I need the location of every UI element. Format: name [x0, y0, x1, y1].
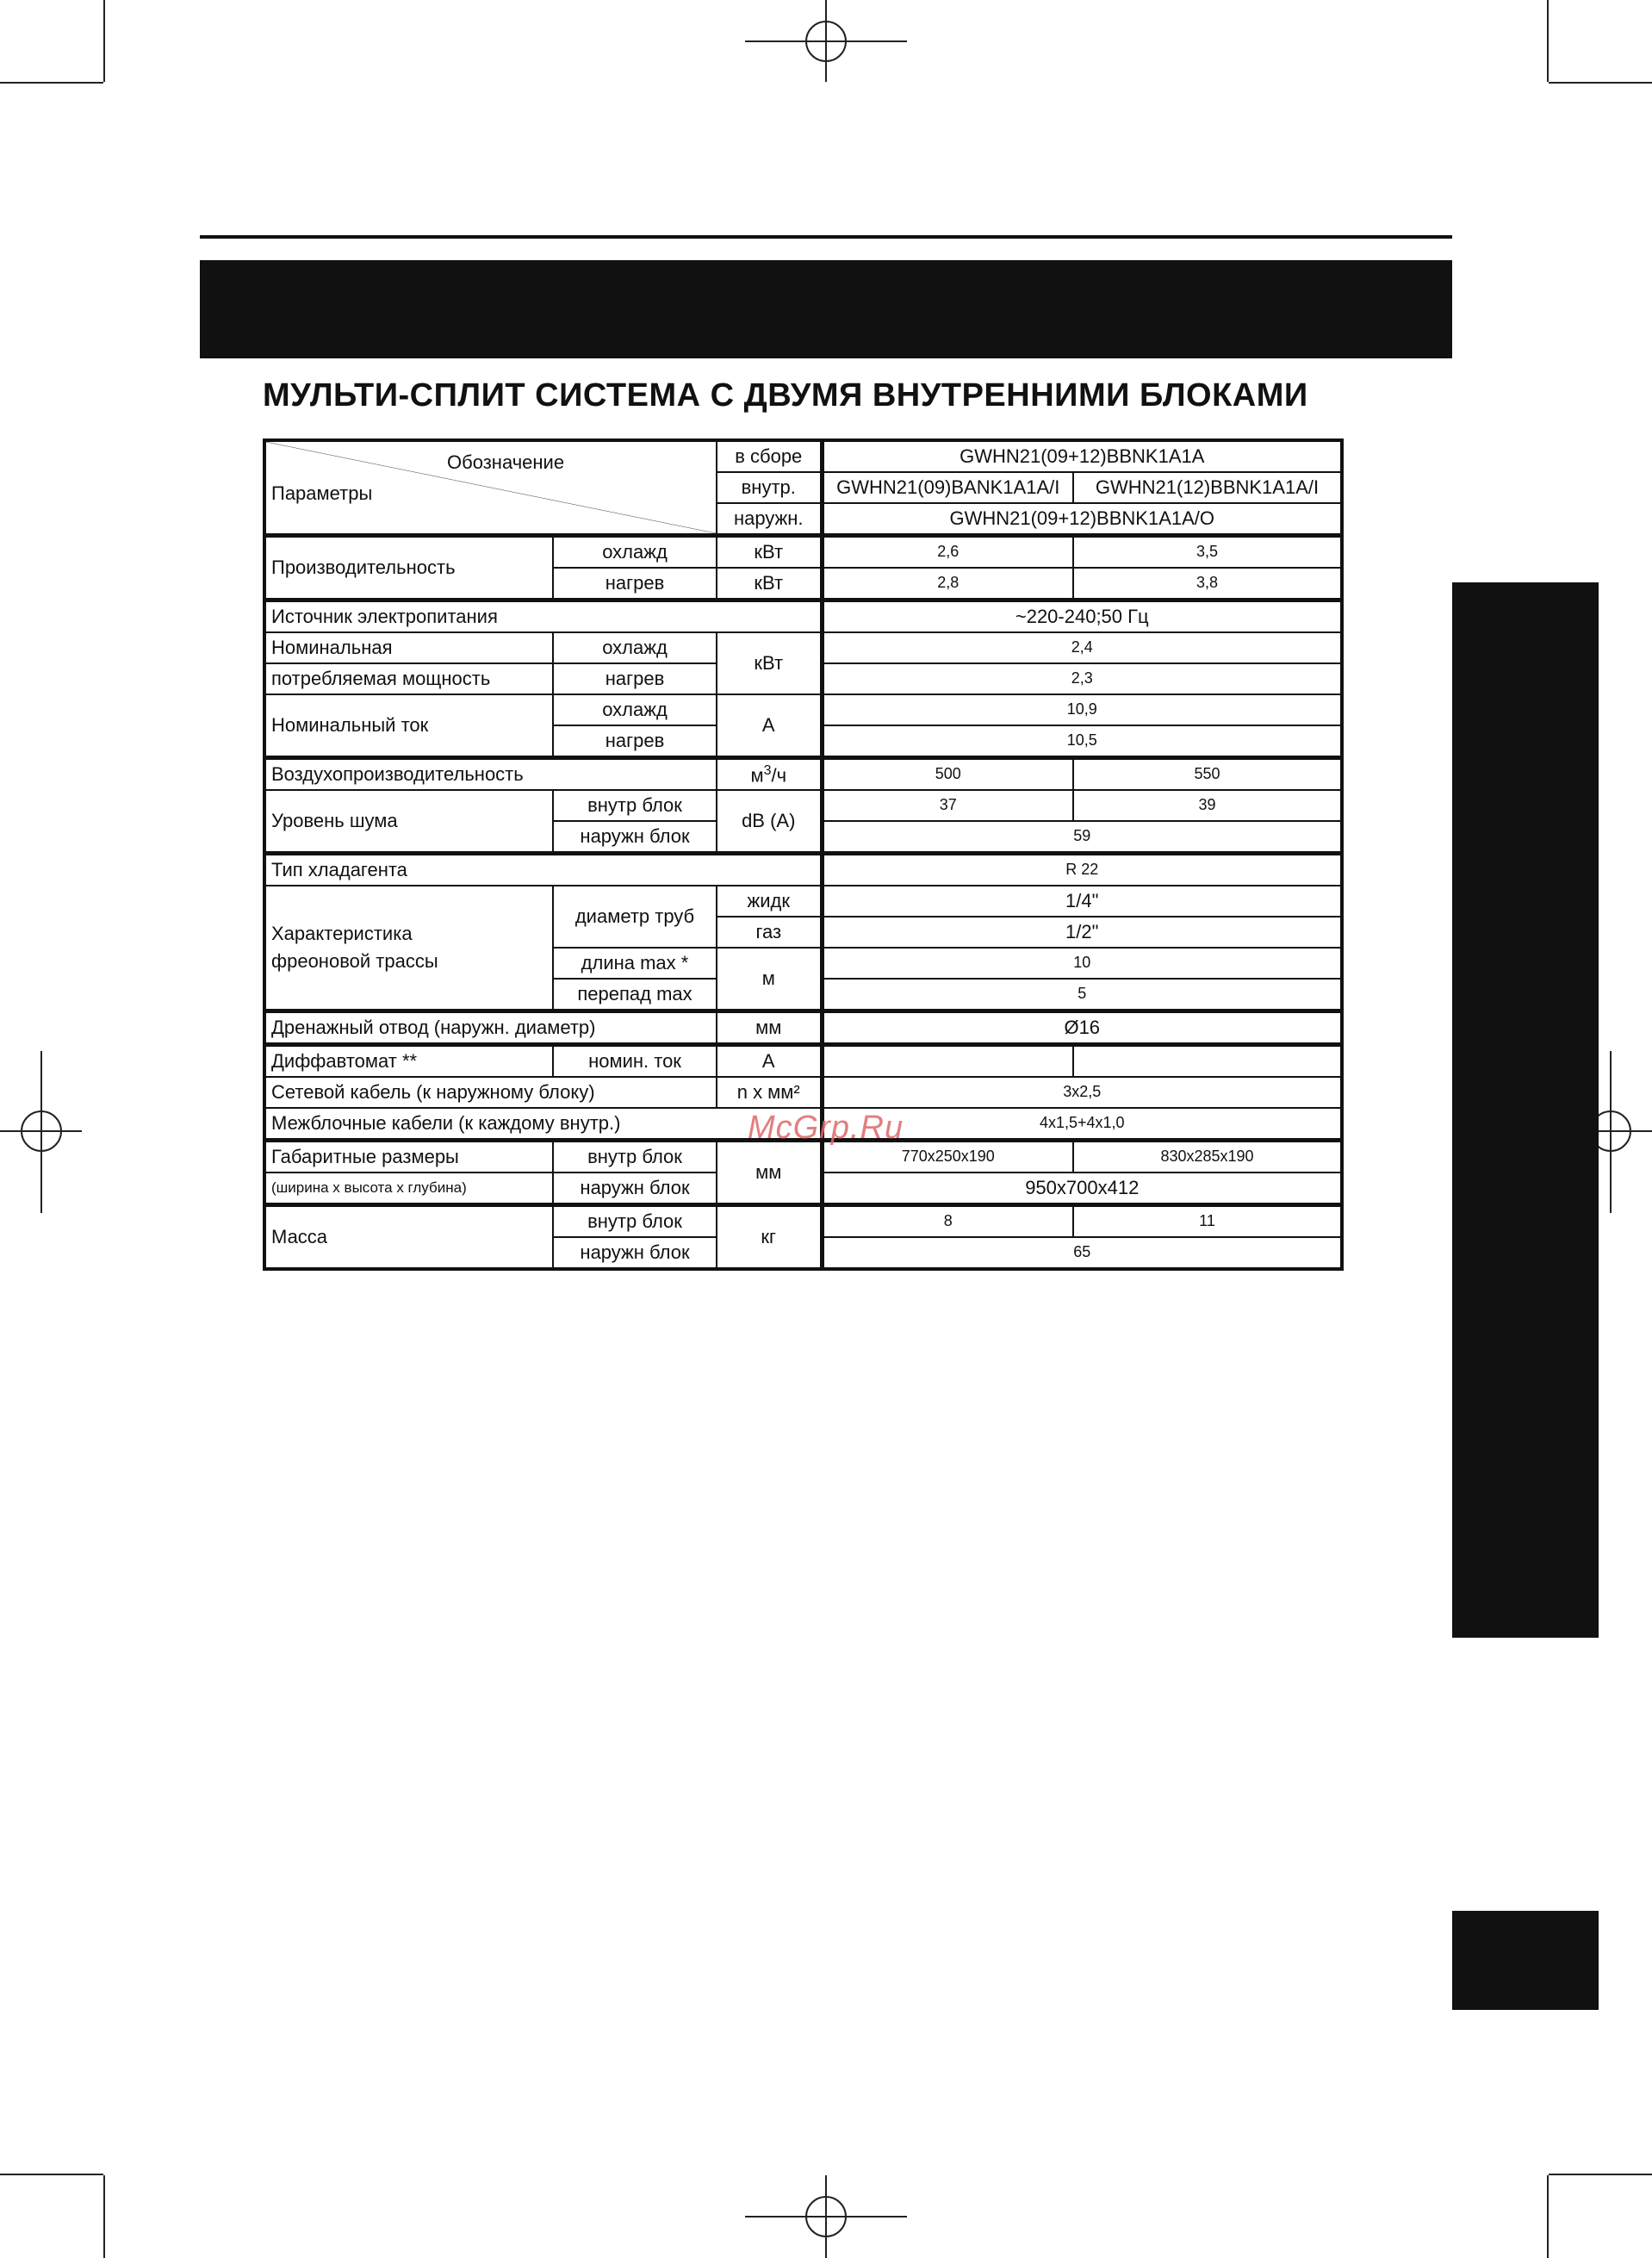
noise-unit: dB (A) — [717, 790, 822, 854]
header-diagonal-cell — [264, 440, 717, 536]
assembly-outer-label: наружн. — [717, 503, 822, 536]
current-cool-value: 10,9 — [822, 694, 1342, 725]
pipe-height-value: 5 — [822, 979, 1342, 1011]
cable-label: Сетевой кабель (к наружному блоку) — [264, 1077, 717, 1108]
dimensions-unit: мм — [717, 1141, 822, 1205]
drain-label: Дренажный отвод (наружн. диаметр) — [264, 1011, 717, 1045]
model-set: GWHN21(09+12)BBNK1A1A — [822, 440, 1342, 472]
header-band — [200, 260, 1452, 358]
mass-indoor-2: 11 — [1073, 1205, 1342, 1238]
parameters-label: Параметры — [271, 482, 373, 504]
dimensions-label: Габаритные размеры — [264, 1141, 553, 1173]
power-heat-label: нагрев — [553, 663, 717, 694]
noise-outdoor-label: наружн блок — [553, 821, 717, 854]
capacity-heat-2: 3,8 — [1073, 568, 1342, 600]
noise-outdoor-value: 59 — [822, 821, 1342, 854]
refrigerant-value: R 22 — [822, 854, 1342, 886]
dimensions-sublabel: (ширина x высота x глубина) — [264, 1173, 553, 1205]
capacity-cool-label: охлажд — [553, 536, 717, 569]
watermark: McGrp.Ru — [748, 1110, 904, 1146]
breaker-sub-label: номин. ток — [553, 1045, 717, 1078]
airflow-value-2: 550 — [1073, 758, 1342, 791]
dimensions-indoor-1: 770x250x190 — [822, 1141, 1073, 1173]
power-unit: кВт — [717, 632, 822, 694]
capacity-label: Производительность — [264, 536, 553, 600]
dimensions-outdoor-label: наружн блок — [553, 1173, 717, 1205]
model-indoor-1: GWHN21(09)BANK1A1A/I — [822, 472, 1073, 503]
pipe-length-label: длина max * — [553, 948, 717, 979]
cable-value: 3x2,5 — [822, 1077, 1342, 1108]
drain-unit: мм — [717, 1011, 822, 1045]
dimensions-outdoor-value: 950x700x412 — [822, 1173, 1342, 1205]
page-title: МУЛЬТИ-СПЛИТ СИСТЕМА С ДВУМЯ ВНУТРЕННИМИ БЛОКАМИ — [263, 377, 1308, 414]
current-unit: А — [717, 694, 822, 758]
airflow-unit: $м^3/ч$ — [717, 758, 822, 791]
pipe-gas-value: 1/2" — [822, 917, 1342, 948]
pipe-unit: м — [717, 948, 822, 1011]
power-label-2: потребляемая мощность — [264, 663, 553, 694]
power-heat-value: 2,3 — [822, 663, 1342, 694]
current-label: Номинальный ток — [264, 694, 553, 758]
capacity-cool-2: 3,5 — [1073, 536, 1342, 569]
intercable-value: 4x1,5+4x1,0 — [822, 1108, 1342, 1141]
assembly-inner-label: внутр. — [717, 472, 822, 503]
pipe-liquid-value: 1/4" — [822, 886, 1342, 917]
mass-label: Масса — [264, 1205, 553, 1270]
dimensions-indoor-label: внутр блок — [553, 1141, 717, 1173]
power-cool-label: охлажд — [553, 632, 717, 663]
mass-indoor-label: внутр блок — [553, 1205, 717, 1238]
breaker-label: Диффавтомат ** — [264, 1045, 553, 1078]
capacity-cool-unit: кВт — [717, 536, 822, 569]
noise-label: Уровень шума — [264, 790, 553, 854]
mass-outdoor-label: наружн блок — [553, 1237, 717, 1269]
designation-label: Обозначение — [447, 451, 565, 473]
power-source-label: Источник электропитания — [264, 600, 822, 633]
model-outdoor: GWHN21(09+12)BBNK1A1A/O — [822, 503, 1342, 536]
refrigerant-label: Тип хладагента — [264, 854, 822, 886]
power-label-1: Номинальная — [264, 632, 553, 663]
airflow-value-1: 500 — [822, 758, 1073, 791]
current-cool-label: охлажд — [553, 694, 717, 725]
capacity-heat-1: 2,8 — [822, 568, 1073, 600]
capacity-heat-unit: кВт — [717, 568, 822, 600]
power-source-value: ~220-240;50 Гц — [822, 600, 1342, 633]
mass-unit: кг — [717, 1205, 822, 1270]
cable-unit: n x мм² — [717, 1077, 822, 1108]
mass-indoor-1: 8 — [822, 1205, 1073, 1238]
noise-indoor-label: внутр блок — [553, 790, 717, 821]
capacity-cool-1: 2,6 — [822, 536, 1073, 569]
breaker-unit: А — [717, 1045, 822, 1078]
side-tab — [1452, 582, 1599, 1638]
pipes-label: Характеристика фреоновой трассы — [264, 886, 553, 1011]
airflow-label: Воздухопроизводительность — [264, 758, 717, 791]
drain-value: Ø16 — [822, 1011, 1342, 1045]
intercable-label: Межблочные кабели (к каждому внутр.) — [264, 1108, 822, 1141]
breaker-value-1 — [822, 1045, 1073, 1078]
pipe-gas-label: газ — [717, 917, 822, 948]
pipe-height-label: перепад max — [553, 979, 717, 1011]
current-heat-value: 10,5 — [822, 725, 1342, 758]
top-rule — [200, 235, 1452, 239]
assembly-label: в сборе — [717, 440, 822, 472]
pipe-liquid-label: жидк — [717, 886, 822, 917]
dimensions-indoor-2: 830x285x190 — [1073, 1141, 1342, 1173]
capacity-heat-label: нагрев — [553, 568, 717, 600]
model-indoor-2: GWHN21(12)BBNK1A1A/I — [1073, 472, 1342, 503]
noise-indoor-2: 39 — [1073, 790, 1342, 821]
current-heat-label: нагрев — [553, 725, 717, 758]
pipe-diameter-label: диаметр труб — [553, 886, 717, 948]
mass-outdoor-value: 65 — [822, 1237, 1342, 1269]
breaker-value-2 — [1073, 1045, 1342, 1078]
pipe-length-value: 10 — [822, 948, 1342, 979]
noise-indoor-1: 37 — [822, 790, 1073, 821]
power-cool-value: 2,4 — [822, 632, 1342, 663]
page-number-tab — [1452, 1911, 1599, 2010]
